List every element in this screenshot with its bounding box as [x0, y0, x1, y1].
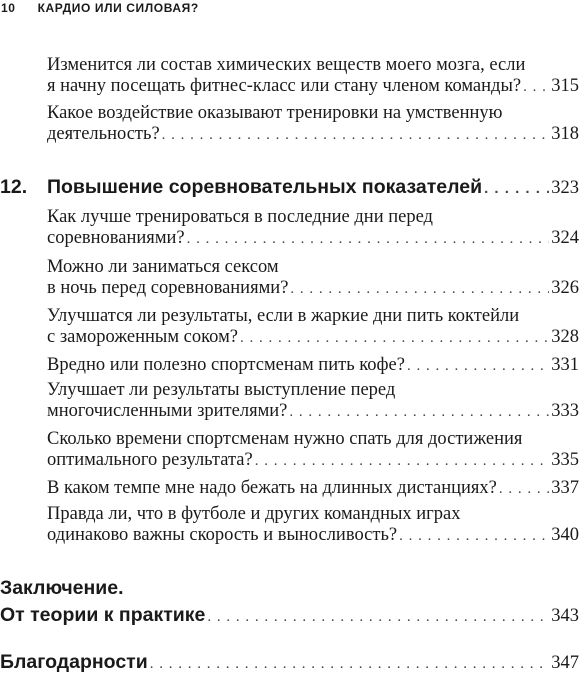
toc-page-number: 337	[551, 478, 579, 498]
toc-entry[interactable]	[47, 103, 579, 145]
toc-entry[interactable]	[47, 355, 579, 376]
toc-page-number: 324	[551, 228, 579, 248]
toc-entry-line: с замороженным соком?	[47, 327, 238, 347]
toc-page-number: 323	[551, 178, 579, 198]
toc-page-number: 318	[551, 124, 579, 144]
dot-leader	[162, 127, 550, 144]
toc-entry-line: Улучшает ли результаты выступление перед	[47, 380, 396, 400]
running-title: КАРДИО ИЛИ СИЛОВАЯ?	[37, 1, 199, 15]
toc-page-number: 347	[551, 653, 579, 673]
toc-entry-line: В каком темпе мне надо бежать на длинных дистанциях?	[47, 478, 497, 498]
toc-entry-line: Улучшатся ли результаты, если в жаркие дни пить коктейли	[47, 306, 520, 326]
toc-entry[interactable]	[47, 207, 579, 249]
toc-entry-line: Можно ли заниматься сексом	[47, 257, 279, 277]
toc-entry-line: Вредно или полезно спортсменам пить кофе?	[47, 355, 405, 375]
dot-leader	[407, 358, 549, 375]
toc-entry-line: в ночь перед соревнованиями?	[47, 278, 289, 298]
toc-page-number: 340	[551, 525, 579, 545]
toc-entry-line: я начну посещать фитнес-класс или стану членом команды?	[47, 76, 522, 96]
toc-page-number: 335	[551, 450, 579, 470]
toc-entry-line: Изменится ли состав химических веществ моего мозга, если	[47, 55, 526, 75]
toc-entry-line: оптимального результата?	[47, 450, 253, 470]
dot-leader	[399, 528, 549, 545]
toc-page-number: 328	[551, 327, 579, 347]
toc-page-number: 315	[551, 76, 579, 96]
dot-leader	[484, 180, 549, 197]
toc-entry[interactable]	[47, 55, 579, 97]
dot-leader	[499, 481, 549, 498]
dot-leader	[240, 330, 549, 347]
chapter-number: 12.	[0, 176, 28, 198]
chapter-heading[interactable]	[0, 176, 579, 202]
toc-entry-line: соревнованиями?	[47, 228, 185, 248]
toc-page-number: 333	[551, 401, 579, 421]
toc-entry-line: Правда ли, что в футболе и других командных играх	[47, 504, 461, 524]
toc-page-number: 331	[551, 355, 579, 375]
dot-leader	[289, 404, 549, 421]
toc-entry[interactable]	[47, 380, 579, 422]
acknowledgements-title: Благодарности	[0, 651, 148, 673]
dot-leader	[290, 281, 549, 298]
toc-entry[interactable]	[47, 504, 579, 546]
dot-leader	[150, 656, 550, 673]
toc-entry[interactable]	[47, 429, 579, 471]
conclusion-subtitle: От теории к практике	[0, 604, 206, 626]
toc-entry-line: деятельность?	[47, 124, 160, 144]
toc-page-number: 326	[551, 278, 579, 298]
toc-entry-line: Как лучше тренироваться в последние дни перед	[47, 207, 433, 227]
dot-leader	[255, 453, 550, 470]
toc-entry[interactable]	[47, 306, 579, 348]
toc-entry-line: одинаково важны скорость и выносливость?	[47, 525, 398, 545]
toc-entry-line: Какое воздействие оказывают тренировки на умственную	[47, 103, 503, 123]
toc-entry-line: многочисленными зрителями?	[47, 401, 288, 421]
toc-entry-line: Сколько времени спортсменам нужно спать для достижения	[47, 429, 523, 449]
page-number: 10	[1, 1, 16, 15]
toc-page-number: 343	[551, 606, 579, 626]
dot-leader	[523, 79, 549, 96]
conclusion-title: Заключение.	[0, 577, 124, 599]
toc-entry[interactable]	[47, 478, 579, 499]
chapter-title: Повышение соревновательных показателей	[47, 176, 483, 198]
dot-leader	[207, 609, 549, 626]
toc-conclusion[interactable]	[0, 577, 579, 627]
dot-leader	[187, 231, 550, 248]
toc-acknowledgements[interactable]	[0, 651, 579, 674]
running-head	[1, 0, 199, 16]
toc-entry[interactable]	[47, 257, 579, 299]
